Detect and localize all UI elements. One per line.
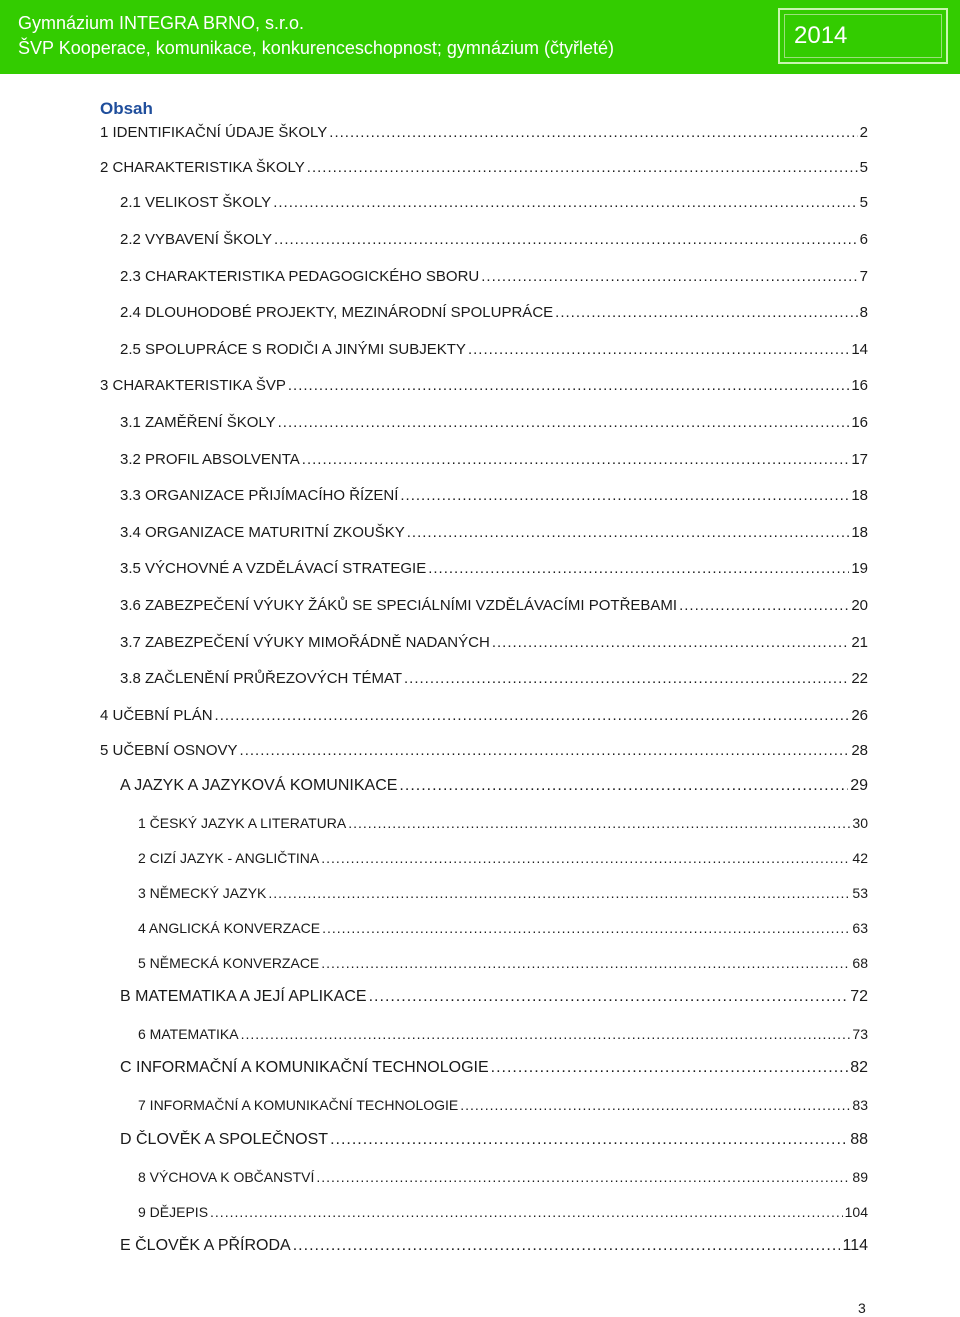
toc-entry[interactable]: A JAZYK A JAZYKOVÁ KOMUNIKACE ..... 29 — [120, 777, 868, 795]
toc-entry[interactable]: 1 ČESKÝ JAZYK A LITERATURA ..... 30 — [138, 815, 868, 831]
toc-entry[interactable]: 2.5 SPOLUPRÁCE S RODIČI A JINÝMI SUBJEKTY ..... 14 — [120, 341, 868, 358]
toc-entry[interactable]: 2.4 DLOUHODOBÉ PROJEKTY, MEZINÁRODNÍ SPOLUPRÁCE ..... 8 — [120, 304, 868, 321]
toc-entry[interactable]: 3 CHARAKTERISTIKA ŠVP ..... 16 — [100, 377, 868, 394]
toc-entry[interactable]: 3 NĚMECKÝ JAZYK ..... 53 — [138, 885, 868, 901]
toc-entry[interactable]: 4 UČEBNÍ PLÁN ..... 26 — [100, 707, 868, 724]
toc-entry[interactable]: 4 ANGLICKÁ KONVERZACE ..... 63 — [138, 920, 868, 936]
toc-entry[interactable]: 6 MATEMATIKA ..... 73 — [138, 1026, 868, 1042]
toc-entry[interactable]: 3.7 ZABEZPEČENÍ VÝUKY MIMOŘÁDNĚ NADANÝCH ..... 21 — [120, 634, 868, 651]
toc-entry[interactable]: 3.4 ORGANIZACE MATURITNÍ ZKOUŠKY ..... 18 — [120, 524, 868, 541]
program-subtitle: ŠVP Kooperace, komunikace, konkurenceschopnost; gymnázium (čtyřleté) — [18, 38, 614, 58]
toc-entry[interactable]: 3.3 ORGANIZACE PŘIJÍMACÍHO ŘÍZENÍ ..... 18 — [120, 487, 868, 504]
toc-entry[interactable]: 3.5 VÝCHOVNÉ A VZDĚLÁVACÍ STRATEGIE ..... 19 — [120, 560, 868, 577]
toc-entry[interactable]: 2.2 VYBAVENÍ ŠKOLY ..... 6 — [120, 231, 868, 248]
toc-entry[interactable]: B MATEMATIKA A JEJÍ APLIKACE ..... 72 — [120, 988, 868, 1006]
toc-entry[interactable]: D ČLOVĚK A SPOLEČNOST ..... 88 — [120, 1131, 868, 1149]
toc-entry[interactable]: E ČLOVĚK A PŘÍRODA ..... 114 — [120, 1237, 868, 1255]
toc-entry[interactable]: 3.6 ZABEZPEČENÍ VÝUKY ŽÁKŮ SE SPECIÁLNÍMI VZDĚLÁVACÍMI POTŘEBAMI ..... 20 — [120, 597, 868, 614]
toc-entry[interactable]: 3.1 ZAMĚŘENÍ ŠKOLY ..... 16 — [120, 414, 868, 431]
toc-entry[interactable]: 1 IDENTIFIKAČNÍ ÚDAJE ŠKOLY ..... 2 — [100, 124, 868, 141]
toc-entry[interactable]: 5 UČEBNÍ OSNOVY ..... 28 — [100, 742, 868, 759]
toc-entry[interactable]: 3.2 PROFIL ABSOLVENTA ..... 17 — [120, 451, 868, 468]
school-name: Gymnázium INTEGRA BRNO, s.r.o. — [18, 13, 305, 33]
toc-entry[interactable]: 9 DĚJEPIS ..... 104 — [138, 1204, 868, 1220]
toc-entry[interactable]: C INFORMAČNÍ A KOMUNIKAČNÍ TECHNOLOGIE ..... 82 — [120, 1059, 868, 1077]
page-header — [0, 0, 960, 74]
toc-entry[interactable]: 7 INFORMAČNÍ A KOMUNIKAČNÍ TECHNOLOGIE ..... 83 — [138, 1097, 868, 1113]
toc-entry[interactable]: 5 NĚMECKÁ KONVERZACE ..... 68 — [138, 955, 868, 971]
toc-entry[interactable]: 2.3 CHARAKTERISTIKA PEDAGOGICKÉHO SBORU ..... 7 — [120, 268, 868, 285]
toc-entry[interactable]: 3.8 ZAČLENĚNÍ PRŮŘEZOVÝCH TÉMAT ..... 22 — [120, 670, 868, 687]
year-box — [778, 8, 948, 64]
page-number: 3 — [858, 1300, 866, 1316]
toc-heading: Obsah — [100, 99, 153, 118]
year-label: 2014 — [794, 22, 848, 49]
toc-entry[interactable]: 2 CHARAKTERISTIKA ŠKOLY ..... 5 — [100, 159, 868, 176]
toc-entry[interactable]: 2 CIZÍ JAZYK - ANGLIČTINA ..... 42 — [138, 850, 868, 866]
toc-entry[interactable]: 2.1 VELIKOST ŠKOLY ..... 5 — [120, 194, 868, 211]
toc-entry[interactable]: 8 VÝCHOVA K OBČANSTVÍ ..... 89 — [138, 1169, 868, 1185]
